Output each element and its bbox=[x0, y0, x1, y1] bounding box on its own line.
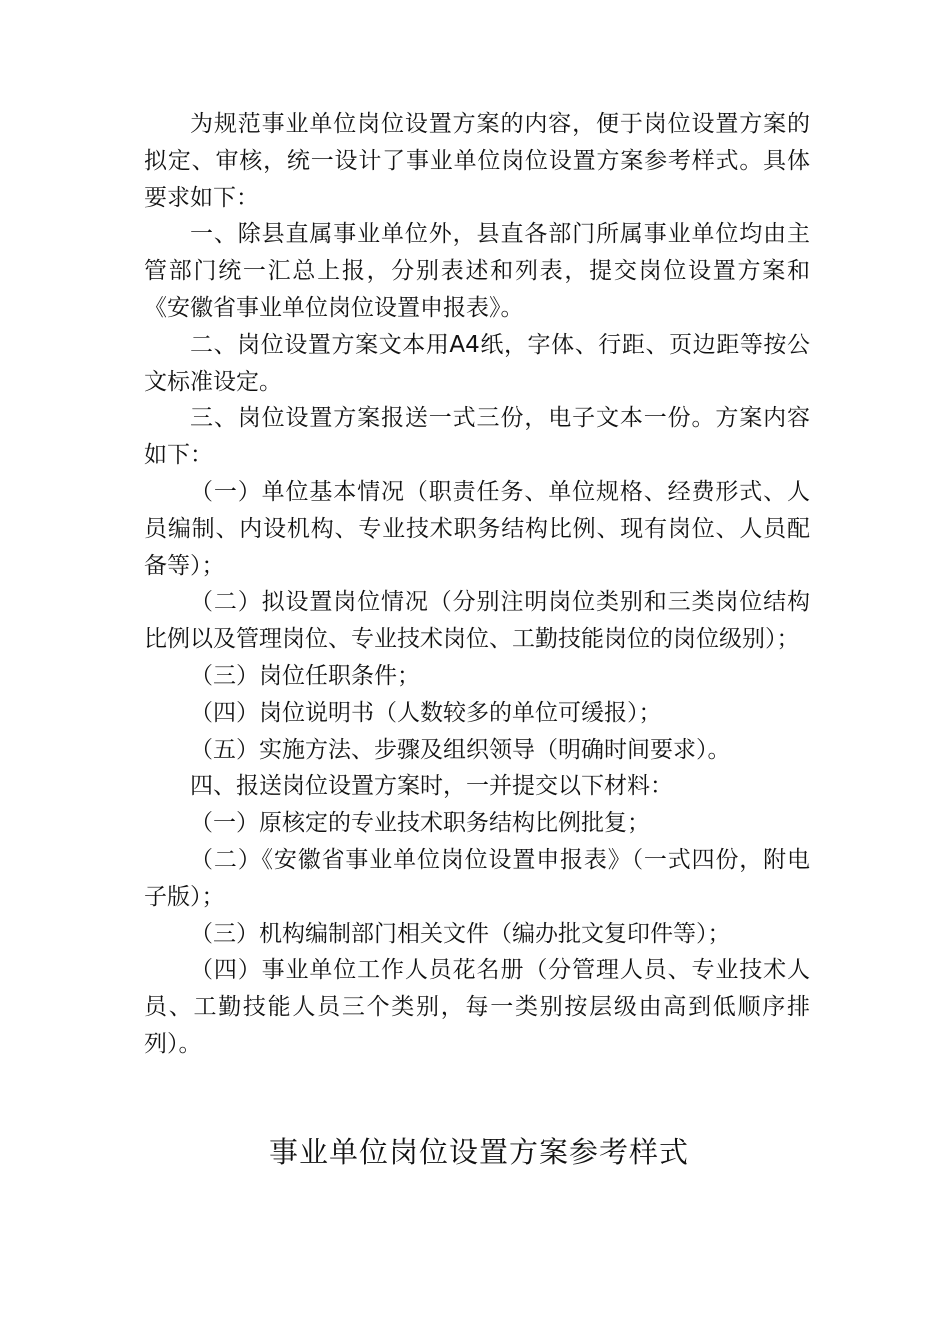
instructions-body bbox=[144, 106, 810, 1063]
requirement-4-item-4: （四）事业单位工作人员花名册（分管理人员、专业技术人员、工勤技能人员三个类别，每一类别按层级由高到低顺序排列）。 bbox=[144, 957, 810, 1057]
requirement-2: 二、岗位设置方案文本用A4纸，字体、行距、页边距等按公文标准设定。 bbox=[144, 331, 810, 395]
requirement-1: 一、除县直属事业单位外，县直各部门所属事业单位均由主管部门统一汇总上报，分别表述和列表，提交岗位设置方案和《安徽省事业单位岗位设置申报表》。 bbox=[144, 221, 810, 321]
requirement-4-item-1: （一）原核定的专业技术职务结构比例批复； bbox=[190, 810, 650, 837]
requirement-3-item-2: （二）拟设置岗位情况（分别注明岗位类别和三类岗位结构比例以及管理岗位、专业技术岗位、工勤技能岗位的岗位级别）； bbox=[144, 589, 810, 653]
document-title: 事业单位岗位设置方案参考样式 bbox=[268, 1135, 689, 1169]
requirement-4-item-3: （三）机构编制部门相关文件（编办批文复印件等）； bbox=[190, 920, 731, 947]
requirement-3-item-1: （一）单位基本情况（职责任务、单位规格、经费形式、人员编制、内设机构、专业技术职务结构比例、现有岗位、人员配备等）； bbox=[144, 478, 810, 579]
requirement-4: 四、报送岗位设置方案时，一并提交以下材料： bbox=[190, 773, 673, 800]
requirement-3-item-5: （五）实施方法、步骤及组织领导（明确时间要求）。 bbox=[190, 736, 731, 763]
requirement-4-item-2: （二）《安徽省事业单位岗位设置申报表》（一式四份，附电子版）； bbox=[144, 846, 810, 910]
intro-paragraph: 为规范事业单位岗位设置方案的内容，便于岗位设置方案的拟定、审核，统一设计了事业单位岗位设置方案参考样式。具体要求如下： bbox=[144, 111, 810, 211]
requirement-3-item-3: （三）岗位任职条件； bbox=[190, 662, 420, 689]
requirement-3: 三、岗位设置方案报送一式三份，电子文本一份。方案内容如下： bbox=[144, 405, 810, 469]
requirement-3-item-4: （四）岗位说明书（人数较多的单位可缓报）； bbox=[190, 699, 662, 726]
